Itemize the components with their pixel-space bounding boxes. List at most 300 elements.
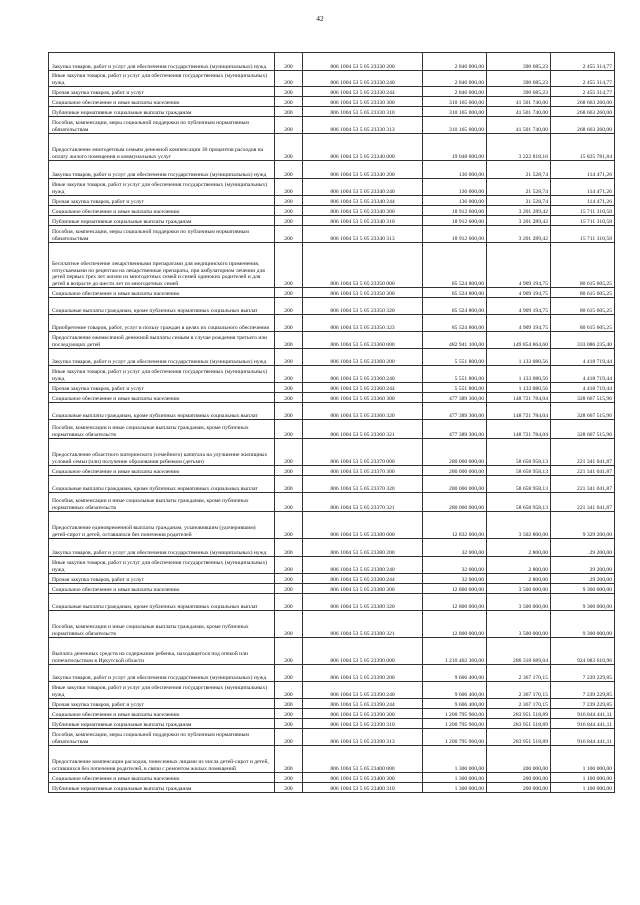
table-row: [49, 393, 615, 403]
cell-code: 806 1004 53 5 05 23330 244: [303, 87, 423, 97]
cell-gr: 200: [275, 383, 303, 393]
cell-code: 806 1004 53 5 05 23360 200: [303, 349, 423, 366]
cell-exec: 58 658 958,13: [487, 466, 551, 476]
cell-name: Социальное обеспечение и иные выплаты населению: [49, 773, 275, 783]
cell-rest: 80 615 605,25: [551, 315, 615, 332]
table-row: [49, 493, 615, 512]
cell-plan: 19 048 600,00: [423, 134, 487, 161]
table-row: [49, 476, 615, 493]
cell-code: 806 1004 53 5 05 23340 313: [303, 226, 423, 243]
cell-plan: 136 000,00: [423, 161, 487, 179]
cell-gr: 200: [275, 719, 303, 729]
table-row: [49, 773, 615, 783]
cell-gr: 200: [275, 665, 303, 682]
cell-name: Предоставление областного материнского (семейного) капитала на улучшение жилищных условий семьи (или) получение образования ребенком (детьми): [49, 439, 275, 466]
cell-exec: 21 528,74: [487, 196, 551, 206]
cell-rest: 80 615 605,25: [551, 298, 615, 315]
cell-gr: 200: [275, 420, 303, 439]
cell-gr: 200: [275, 87, 303, 97]
cell-exec: 200 000,00: [487, 773, 551, 783]
table-row: [49, 729, 615, 746]
cell-gr: 200: [275, 539, 303, 557]
cell-rest: 15 825 781,84: [551, 134, 615, 161]
cell-plan: 1 300 000,00: [423, 773, 487, 783]
cell-plan: 32 000,00: [423, 539, 487, 557]
cell-exec: 4 909 194,75: [487, 298, 551, 315]
cell-code: 806 1004 53 5 05 23360 320: [303, 403, 423, 420]
cell-gr: 200: [275, 288, 303, 298]
cell-exec: 390 685,23: [487, 71, 551, 87]
table-row: [49, 179, 615, 196]
cell-plan: 32 000,00: [423, 557, 487, 574]
cell-gr: 200: [275, 117, 303, 134]
cell-rest: 4 418 719,44: [551, 349, 615, 366]
cell-plan: 18 912 600,00: [423, 216, 487, 226]
cell-code: 806 1004 53 5 05 23390 244: [303, 699, 423, 709]
cell-code: 806 1004 53 5 05 23340 310: [303, 216, 423, 226]
cell-exec: 390 685,23: [487, 87, 551, 97]
cell-plan: 2 846 000,00: [423, 87, 487, 97]
cell-code: 806 1004 53 5 05 23340 300: [303, 206, 423, 216]
cell-code: 806 1004 53 5 05 23390 200: [303, 665, 423, 682]
cell-exec: 1 133 080,56: [487, 366, 551, 383]
cell-code: 806 1004 53 5 05 23380 240: [303, 557, 423, 574]
cell-gr: 200: [275, 476, 303, 493]
cell-rest: 9 329 200,00: [551, 512, 615, 539]
cell-code: 806 1004 53 5 05 23400 000: [303, 746, 423, 773]
cell-rest: 29 200,00: [551, 574, 615, 584]
cell-rest: 221 341 041,87: [551, 466, 615, 476]
cell-plan: 5 551 800,00: [423, 383, 487, 393]
cell-name: Публичные нормативные социальные выплаты гражданам: [49, 107, 275, 117]
cell-plan: 477 389 300,00: [423, 393, 487, 403]
cell-plan: 1 200 795 960,00: [423, 709, 487, 719]
cell-name: Социальное обеспечение и иные выплаты населению: [49, 97, 275, 107]
cell-gr: 200: [275, 466, 303, 476]
table-row: [49, 512, 615, 539]
cell-gr: 200: [275, 729, 303, 746]
cell-exec: 3 222 818,16: [487, 134, 551, 161]
cell-gr: 200: [275, 97, 303, 107]
cell-exec: 2 800,00: [487, 574, 551, 584]
cell-code: 806 1004 53 5 05 23330 240: [303, 71, 423, 87]
cell-exec: 3 500 000,00: [487, 584, 551, 594]
cell-code: 806 1004 53 5 05 23390 240: [303, 682, 423, 699]
cell-plan: 5 551 800,00: [423, 366, 487, 383]
cell-exec: 3 201 289,42: [487, 206, 551, 216]
cell-name: Публичные нормативные социальные выплаты гражданам: [49, 216, 275, 226]
cell-name: Прочая закупка товаров, работ и услуг: [49, 87, 275, 97]
cell-plan: 12 800 000,00: [423, 611, 487, 638]
cell-gr: 200: [275, 493, 303, 512]
cell-rest: 916 844 441,11: [551, 719, 615, 729]
cell-gr: 200: [275, 393, 303, 403]
cell-name: Социальное обеспечение и иные выплаты населению: [49, 466, 275, 476]
cell-plan: 310 165 000,00: [423, 97, 487, 107]
cell-exec: 58 658 958,13: [487, 476, 551, 493]
cell-exec: 2 367 170,15: [487, 699, 551, 709]
cell-gr: 200: [275, 584, 303, 594]
cell-gr: 200: [275, 134, 303, 161]
cell-name: Пособия, компенсации, меры социальной поддержки по публичным нормативным обязательствам: [49, 117, 275, 134]
cell-plan: 1 300 000,00: [423, 746, 487, 773]
cell-plan: 5 551 800,00: [423, 349, 487, 366]
cell-rest: 1 100 000,00: [551, 783, 615, 793]
cell-name: Закупка товаров, работ и услуг для обеспечения государственных (муниципальных) нужд: [49, 665, 275, 682]
cell-exec: 1 133 080,56: [487, 349, 551, 366]
cell-gr: 200: [275, 161, 303, 179]
cell-code: 806 1004 53 5 05 23350 323: [303, 315, 423, 332]
cell-name: Пособия, компенсации и иные социальные выплаты гражданам, кроме публичных нормативных обязательств: [49, 611, 275, 638]
cell-rest: 114 471,26: [551, 161, 615, 179]
cell-plan: 310 165 000,00: [423, 117, 487, 134]
table-row: [49, 366, 615, 383]
cell-plan: 1 200 795 960,00: [423, 729, 487, 746]
cell-name: Пособия, компенсации, меры социальной поддержки по публичным нормативным обязательствам: [49, 729, 275, 746]
cell-name: Иные закупки товаров, работ и услуг для обеспечения государственных (муниципальных) нужд: [49, 366, 275, 383]
table-row: [49, 665, 615, 682]
cell-code: 806 1004 53 5 05 23370 300: [303, 466, 423, 476]
cell-name: Пособия, компенсации, меры социальной поддержки по публичным нормативным обязательствам: [49, 226, 275, 243]
cell-gr: 200: [275, 638, 303, 665]
cell-rest: 221 341 041,87: [551, 439, 615, 466]
cell-code: 806 1004 53 5 05 23400 310: [303, 783, 423, 793]
cell-plan: 136 000,00: [423, 179, 487, 196]
cell-gr: 200: [275, 439, 303, 466]
cell-rest: 221 341 041,87: [551, 493, 615, 512]
cell-rest: 2 455 314,77: [551, 71, 615, 87]
cell-name: Социальное обеспечение и иные выплаты населению: [49, 288, 275, 298]
cell-exec: 2 800,00: [487, 539, 551, 557]
cell-exec: 41 501 740,00: [487, 117, 551, 134]
cell-gr: 200: [275, 107, 303, 117]
cell-name: Прочая закупка товаров, работ и услуг: [49, 383, 275, 393]
cell-rest: 15 711 310,58: [551, 206, 615, 216]
cell-exec: 283 951 518,89: [487, 729, 551, 746]
table-row: [49, 557, 615, 574]
table-row: [49, 161, 615, 179]
cell-code: 806 1004 53 5 05 23370 320: [303, 476, 423, 493]
cell-exec: 200 000,00: [487, 783, 551, 793]
cell-gr: 200: [275, 226, 303, 243]
cell-plan: 1 210 402 360,00: [423, 638, 487, 665]
table-row: [49, 288, 615, 298]
cell-code: 806 1004 53 5 05 23380 200: [303, 539, 423, 557]
cell-name: Публичные нормативные социальные выплаты гражданам: [49, 719, 275, 729]
cell-name: Предоставление единовременной выплаты гражданам, усыновившим (удочерившим) детей-сирот и детей, оставшихся без попечения родителей: [49, 512, 275, 539]
cell-code: 806 1004 53 5 05 23340 240: [303, 179, 423, 196]
cell-rest: 4 418 719,44: [551, 383, 615, 393]
cell-exec: 200 000,00: [487, 746, 551, 773]
cell-code: 806 1004 53 5 05 23330 310: [303, 107, 423, 117]
cell-plan: 9 606 400,00: [423, 699, 487, 709]
cell-rest: 80 615 605,25: [551, 288, 615, 298]
cell-name: Пособия, компенсации и иные социальные выплаты гражданам, кроме публичных нормативных обязательств: [49, 493, 275, 512]
cell-code: 806 1004 53 5 05 23350 300: [303, 288, 423, 298]
cell-rest: 916 844 441,11: [551, 709, 615, 719]
cell-plan: 482 941 100,00: [423, 332, 487, 349]
cell-code: 806 1004 53 5 05 23390 300: [303, 709, 423, 719]
cell-gr: 200: [275, 611, 303, 638]
cell-name: Иные закупки товаров, работ и услуг для обеспечения государственных (муниципальных) нужд: [49, 71, 275, 87]
cell-name: Социальные выплаты гражданам, кроме публичных нормативных социальных выплат: [49, 476, 275, 493]
cell-plan: 18 912 600,00: [423, 206, 487, 216]
table-row: [49, 71, 615, 87]
cell-gr: 200: [275, 783, 303, 793]
table-row: [49, 206, 615, 216]
table-row: [49, 243, 615, 288]
cell-exec: 58 658 958,13: [487, 493, 551, 512]
cell-gr: 200: [275, 179, 303, 196]
cell-plan: 85 524 800,00: [423, 243, 487, 288]
cell-code: 806 1004 53 5 05 23360 244: [303, 383, 423, 393]
cell-name: Бесплатное обеспечение лекарственными препаратами для медицинского применения, отпускаемыми по рецептам на лекарственные препараты, при амбулаторном лечении для детей первых трех лет жизни из многодетных семей и семей одиноких родителей и для детей в возрасте до шести лет из многодетных семей: [49, 243, 275, 288]
cell-name: Закупка товаров, работ и услуг для обеспечения государственных (муниципальных) нужд: [49, 161, 275, 179]
cell-code: 806 1004 53 5 05 23350 320: [303, 298, 423, 315]
cell-name: Иные закупки товаров, работ и услуг для обеспечения государственных (муниципальных) нужд: [49, 682, 275, 699]
cell-plan: 310 165 000,00: [423, 107, 487, 117]
cell-rest: 80 615 605,25: [551, 243, 615, 288]
cell-rest: 15 711 310,58: [551, 216, 615, 226]
table-row: [49, 746, 615, 773]
cell-name: Иные закупки товаров, работ и услуг для обеспечения государственных (муниципальных) нужд: [49, 557, 275, 574]
cell-exec: 2 367 170,15: [487, 665, 551, 682]
cell-gr: 200: [275, 682, 303, 699]
table-row: [49, 719, 615, 729]
cell-gr: 200: [275, 196, 303, 206]
cell-gr: 200: [275, 332, 303, 349]
cell-exec: 148 721 784,04: [487, 393, 551, 403]
cell-plan: 280 000 000,00: [423, 476, 487, 493]
cell-name: Иные закупки товаров, работ и услуг для обеспечения государственных (муниципальных) нужд: [49, 179, 275, 196]
cell-name: Закупка товаров, работ и услуг для обеспечения государственных (муниципальных) нужд: [49, 53, 275, 71]
cell-rest: 924 083 610,96: [551, 638, 615, 665]
cell-exec: 149 854 864,60: [487, 332, 551, 349]
cell-code: 806 1004 53 5 05 23360 300: [303, 393, 423, 403]
cell-code: 806 1004 53 5 05 23350 000: [303, 243, 423, 288]
table-row: [49, 403, 615, 420]
cell-rest: 29 200,00: [551, 557, 615, 574]
cell-rest: 268 663 260,00: [551, 97, 615, 107]
cell-gr: 200: [275, 512, 303, 539]
table-row: [49, 420, 615, 439]
cell-name: Прочая закупка товаров, работ и услуг: [49, 196, 275, 206]
cell-gr: 200: [275, 53, 303, 71]
cell-rest: 333 086 235,40: [551, 332, 615, 349]
cell-name: Закупка товаров, работ и услуг для обеспечения государственных (муниципальных) нужд: [49, 349, 275, 366]
table-row: [49, 53, 615, 71]
cell-name: Социальные выплаты гражданам, кроме публичных нормативных социальных выплат: [49, 403, 275, 420]
cell-name: Социальное обеспечение и иные выплаты населению: [49, 393, 275, 403]
cell-exec: 286 318 689,04: [487, 638, 551, 665]
cell-plan: 18 912 600,00: [423, 226, 487, 243]
cell-gr: 200: [275, 773, 303, 783]
cell-code: 806 1004 53 5 05 23370 321: [303, 493, 423, 512]
cell-plan: 477 389 300,00: [423, 420, 487, 439]
table-row: [49, 783, 615, 793]
cell-gr: 200: [275, 594, 303, 611]
cell-name: Социальное обеспечение и иные выплаты населению: [49, 206, 275, 216]
table-row: [49, 216, 615, 226]
cell-exec: 4 909 194,75: [487, 243, 551, 288]
cell-rest: 15 711 310,58: [551, 226, 615, 243]
cell-code: 806 1004 53 5 05 23380 320: [303, 594, 423, 611]
cell-plan: 1 200 795 960,00: [423, 719, 487, 729]
cell-exec: 3 201 289,42: [487, 216, 551, 226]
table-row: [49, 332, 615, 349]
table-row: [49, 466, 615, 476]
cell-gr: 200: [275, 366, 303, 383]
cell-name: Социальные выплаты гражданам, кроме публичных нормативных социальных выплат: [49, 298, 275, 315]
cell-exec: 3 502 800,00: [487, 512, 551, 539]
table-row: [49, 709, 615, 719]
cell-code: 806 1004 53 5 05 23370 000: [303, 439, 423, 466]
table-row: [49, 97, 615, 107]
cell-plan: 12 800 000,00: [423, 584, 487, 594]
table-row: [49, 107, 615, 117]
cell-rest: 916 844 441,11: [551, 729, 615, 746]
cell-plan: 136 000,00: [423, 196, 487, 206]
cell-code: 806 1004 53 5 05 23340 244: [303, 196, 423, 206]
cell-rest: 1 100 000,00: [551, 773, 615, 783]
cell-exec: 41 501 740,00: [487, 97, 551, 107]
cell-exec: 21 528,74: [487, 179, 551, 196]
table-row: [49, 699, 615, 709]
cell-exec: 1 133 080,56: [487, 383, 551, 393]
cell-name: Прочая закупка товаров, работ и услуг: [49, 699, 275, 709]
cell-rest: 114 471,26: [551, 196, 615, 206]
cell-exec: 41 501 740,00: [487, 107, 551, 117]
cell-gr: 200: [275, 709, 303, 719]
cell-rest: 2 455 314,77: [551, 53, 615, 71]
cell-exec: 21 528,74: [487, 161, 551, 179]
table-row: [49, 594, 615, 611]
cell-rest: 7 239 229,85: [551, 665, 615, 682]
cell-plan: 477 389 300,00: [423, 403, 487, 420]
cell-code: 806 1004 53 5 05 23390 313: [303, 729, 423, 746]
cell-rest: 221 341 041,87: [551, 476, 615, 493]
cell-plan: 1 300 000,00: [423, 783, 487, 793]
cell-exec: 3 201 289,42: [487, 226, 551, 243]
cell-rest: 9 300 000,00: [551, 611, 615, 638]
table-row: [49, 439, 615, 466]
cell-rest: 268 663 260,00: [551, 117, 615, 134]
cell-code: 806 1004 53 5 05 23400 300: [303, 773, 423, 783]
cell-exec: 2 367 170,15: [487, 682, 551, 699]
cell-gr: 200: [275, 699, 303, 709]
cell-name: Социальное обеспечение и иные выплаты населению: [49, 709, 275, 719]
cell-exec: 3 500 000,00: [487, 594, 551, 611]
cell-plan: 85 524 800,00: [423, 298, 487, 315]
cell-code: 806 1004 53 5 05 23390 000: [303, 638, 423, 665]
cell-gr: 200: [275, 243, 303, 288]
table-row: [49, 638, 615, 665]
cell-code: 806 1004 53 5 05 23330 200: [303, 53, 423, 71]
cell-rest: 328 667 515,96: [551, 393, 615, 403]
cell-exec: 3 500 000,00: [487, 611, 551, 638]
cell-plan: 280 000 000,00: [423, 493, 487, 512]
cell-rest: 29 200,00: [551, 539, 615, 557]
cell-name: Социальное обеспечение и иные выплаты населению: [49, 584, 275, 594]
table-row: [49, 383, 615, 393]
cell-name: Выплата денежных средств на содержание ребенка, находящегося под опекой или попечительством в Иркутской области: [49, 638, 275, 665]
cell-exec: 148 721 784,04: [487, 403, 551, 420]
cell-name: Предоставление многодетным семьям денежной компенсации 30 процентов расходов на оплату жилого помещения и коммунальных услуг: [49, 134, 275, 161]
budget-execution-table: [48, 52, 615, 793]
table-row: [49, 539, 615, 557]
table-row: [49, 298, 615, 315]
cell-rest: 328 667 515,96: [551, 420, 615, 439]
page-number: 42: [316, 14, 324, 23]
cell-code: 806 1004 53 5 05 23380 321: [303, 611, 423, 638]
cell-code: 806 1004 53 5 05 23390 310: [303, 719, 423, 729]
cell-plan: 12 832 000,00: [423, 512, 487, 539]
cell-rest: 268 663 260,00: [551, 107, 615, 117]
cell-code: 806 1004 53 5 05 23380 300: [303, 584, 423, 594]
cell-rest: 1 100 000,00: [551, 746, 615, 773]
cell-name: Предоставление компенсации расходов, понесенных лицами из числа детей-сирот и детей, оставшихся без попечения родителей, в связи с ремонтом жилых помещений: [49, 746, 275, 773]
cell-code: 806 1004 53 5 05 23360 321: [303, 420, 423, 439]
cell-plan: 85 524 800,00: [423, 288, 487, 298]
cell-plan: 9 606 400,00: [423, 665, 487, 682]
table-row: [49, 584, 615, 594]
cell-gr: 200: [275, 216, 303, 226]
cell-gr: 200: [275, 403, 303, 420]
cell-code: 806 1004 53 5 05 23360 240: [303, 366, 423, 383]
table-row: [49, 682, 615, 699]
cell-exec: 58 658 958,13: [487, 439, 551, 466]
cell-name: Предоставление ежемесячной денежной выплаты семьям в случае рождения третьего или последующих детей: [49, 332, 275, 349]
cell-exec: 390 685,23: [487, 53, 551, 71]
cell-rest: 2 455 314,77: [551, 87, 615, 97]
cell-code: 806 1004 53 5 05 23330 300: [303, 97, 423, 107]
cell-plan: 2 846 000,00: [423, 53, 487, 71]
cell-name: Приобретение товаров, работ, услуг в пользу граждан в целях их социального обеспечения: [49, 315, 275, 332]
cell-rest: 7 239 229,85: [551, 699, 615, 709]
cell-plan: 12 800 000,00: [423, 594, 487, 611]
cell-name: Закупка товаров, работ и услуг для обеспечения государственных (муниципальных) нужд: [49, 539, 275, 557]
cell-gr: 200: [275, 574, 303, 584]
cell-exec: 283 951 518,89: [487, 719, 551, 729]
cell-name: Социальные выплаты гражданам, кроме публичных нормативных социальных выплат: [49, 594, 275, 611]
cell-gr: 200: [275, 71, 303, 87]
cell-rest: 328 667 515,96: [551, 403, 615, 420]
cell-plan: 32 000,00: [423, 574, 487, 584]
cell-rest: 9 300 000,00: [551, 594, 615, 611]
cell-exec: 4 909 194,75: [487, 315, 551, 332]
cell-gr: 200: [275, 298, 303, 315]
cell-name: Пособия, компенсации и иные социальные выплаты гражданам, кроме публичных нормативных обязательств: [49, 420, 275, 439]
cell-plan: 85 524 800,00: [423, 315, 487, 332]
table-row: [49, 196, 615, 206]
cell-gr: 200: [275, 315, 303, 332]
table-row: [49, 117, 615, 134]
cell-code: 806 1004 53 5 05 23340 000: [303, 134, 423, 161]
cell-plan: 2 846 000,00: [423, 71, 487, 87]
table-row: [49, 226, 615, 243]
cell-gr: 200: [275, 557, 303, 574]
table-row: [49, 315, 615, 332]
cell-rest: 114 471,26: [551, 179, 615, 196]
cell-name: Публичные нормативные социальные выплаты гражданам: [49, 783, 275, 793]
cell-exec: 2 800,00: [487, 557, 551, 574]
cell-code: 806 1004 53 5 05 23330 313: [303, 117, 423, 134]
cell-name: Прочая закупка товаров, работ и услуг: [49, 574, 275, 584]
cell-code: 806 1004 53 5 05 23360 000: [303, 332, 423, 349]
cell-plan: 280 000 000,00: [423, 439, 487, 466]
table-row: [49, 87, 615, 97]
cell-plan: 280 000 000,00: [423, 466, 487, 476]
